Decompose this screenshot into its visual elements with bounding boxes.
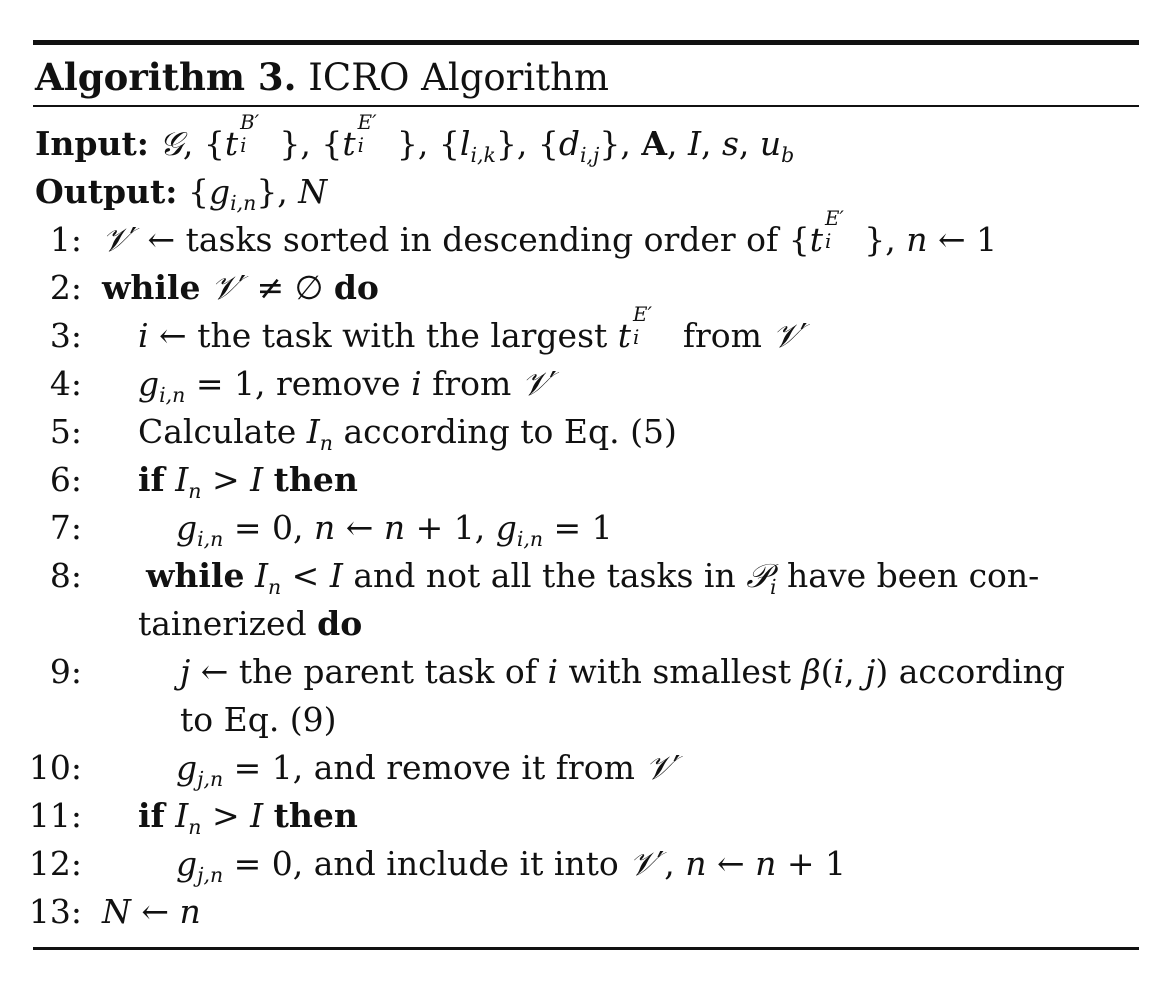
- line-number: 9:: [49, 652, 82, 691]
- line-text: and remove it from: [313, 748, 635, 787]
- algorithm-line-2: while 𝒱′ ≠ ∅ do: [102, 268, 379, 307]
- line-text: to Eq. (9): [180, 700, 337, 739]
- line-text: remove: [275, 364, 401, 403]
- output-line: Output: $\{g_{i,n}\}$, N: [35, 172, 328, 216]
- input-line: Input: 𝒢, {t B′ i }, {t E′ i }, $\{l_{i,k}\}$, $\{d_{i,j}\}$, A, I, s, $u_b$: [35, 111, 795, 168]
- algorithm-line-9: j ← the parent task of i with smallest β(i, j) according: [180, 652, 1066, 691]
- keyword: while: [102, 268, 201, 307]
- line-number: 5:: [49, 412, 82, 451]
- top-rule: [33, 40, 1139, 45]
- line-number: 1:: [49, 220, 82, 259]
- algorithm-line-5: Calculate $I_n$ according to Eq. (5): [138, 412, 677, 456]
- algorithm-line-11: if $I_n > I$ then: [138, 796, 358, 840]
- input-label: Input:: [35, 124, 149, 163]
- line-number: 6:: [49, 460, 82, 499]
- line-text: and include it into: [313, 844, 619, 883]
- keyword: do: [333, 268, 379, 307]
- keyword: if: [138, 460, 165, 499]
- line-text: the task with the largest: [197, 316, 608, 355]
- keyword: if: [138, 796, 165, 835]
- line-text: according: [898, 652, 1066, 691]
- keyword: while: [146, 556, 245, 595]
- algorithm-title: [35, 52, 609, 103]
- line-number: 10:: [28, 748, 82, 787]
- keyword: do: [317, 604, 363, 643]
- line-text: according to Eq. (5): [343, 412, 677, 451]
- line-text: the parent task of: [238, 652, 537, 691]
- algorithm-line-6: if $I_n > I$ then: [138, 460, 358, 504]
- output-label: Output:: [35, 172, 178, 211]
- line-text: have been con-: [787, 556, 1040, 595]
- algorithm-line-8-cont: [138, 602, 362, 646]
- algorithm-line-1: 𝒱′ ← tasks sorted in descending order of {t E′ i }, n ← 1: [102, 207, 998, 259]
- bottom-rule: [33, 947, 1139, 950]
- line-text: tasks sorted in descending order of: [185, 220, 779, 259]
- line-number: 8:: [49, 556, 82, 595]
- line-number: 3:: [49, 316, 82, 355]
- algorithm-line-13: N ← n: [102, 892, 201, 931]
- keyword: then: [273, 460, 358, 499]
- algorithm-line-7: $g_{i,n} = 0$, n ← n + 1, $g_{i,n} = 1$: [176, 508, 613, 552]
- line-number: 4:: [49, 364, 82, 403]
- line-text: from: [682, 316, 762, 355]
- line-number: 2:: [49, 268, 82, 307]
- line-text: Calculate: [138, 412, 297, 451]
- line-text: and not all the tasks in: [353, 556, 736, 595]
- algorithm-name: ICRO Algorithm: [308, 56, 609, 99]
- line-text: tainerized: [138, 604, 307, 643]
- title-rule: [33, 105, 1139, 107]
- line-number: 13:: [28, 892, 82, 931]
- algorithm-line-3: i ← the task with the largest t E′ i from 𝒱′: [138, 303, 808, 355]
- line-number: 7:: [49, 508, 82, 547]
- line-number: 11:: [28, 796, 82, 835]
- line-text: with smallest: [568, 652, 792, 691]
- algorithm-line-4: $g_{i,n} = 1$, remove i from 𝒱′: [138, 364, 557, 408]
- algorithm-label: Algorithm 3.: [35, 55, 297, 99]
- keyword: then: [273, 796, 358, 835]
- algorithm-line-10: $g_{j,n} = 1$, and remove it from 𝒱′: [176, 748, 681, 792]
- line-number: 12:: [28, 844, 82, 883]
- algorithm-line-12: $g_{j,n} = 0$, and include it into 𝒱′, n ← n + 1: [176, 844, 847, 888]
- algorithm-line-8: while $I_n < I$ and not all the tasks in 𝒫$_i$ have been con-: [146, 556, 1040, 600]
- algorithm-line-9-cont: [180, 698, 337, 742]
